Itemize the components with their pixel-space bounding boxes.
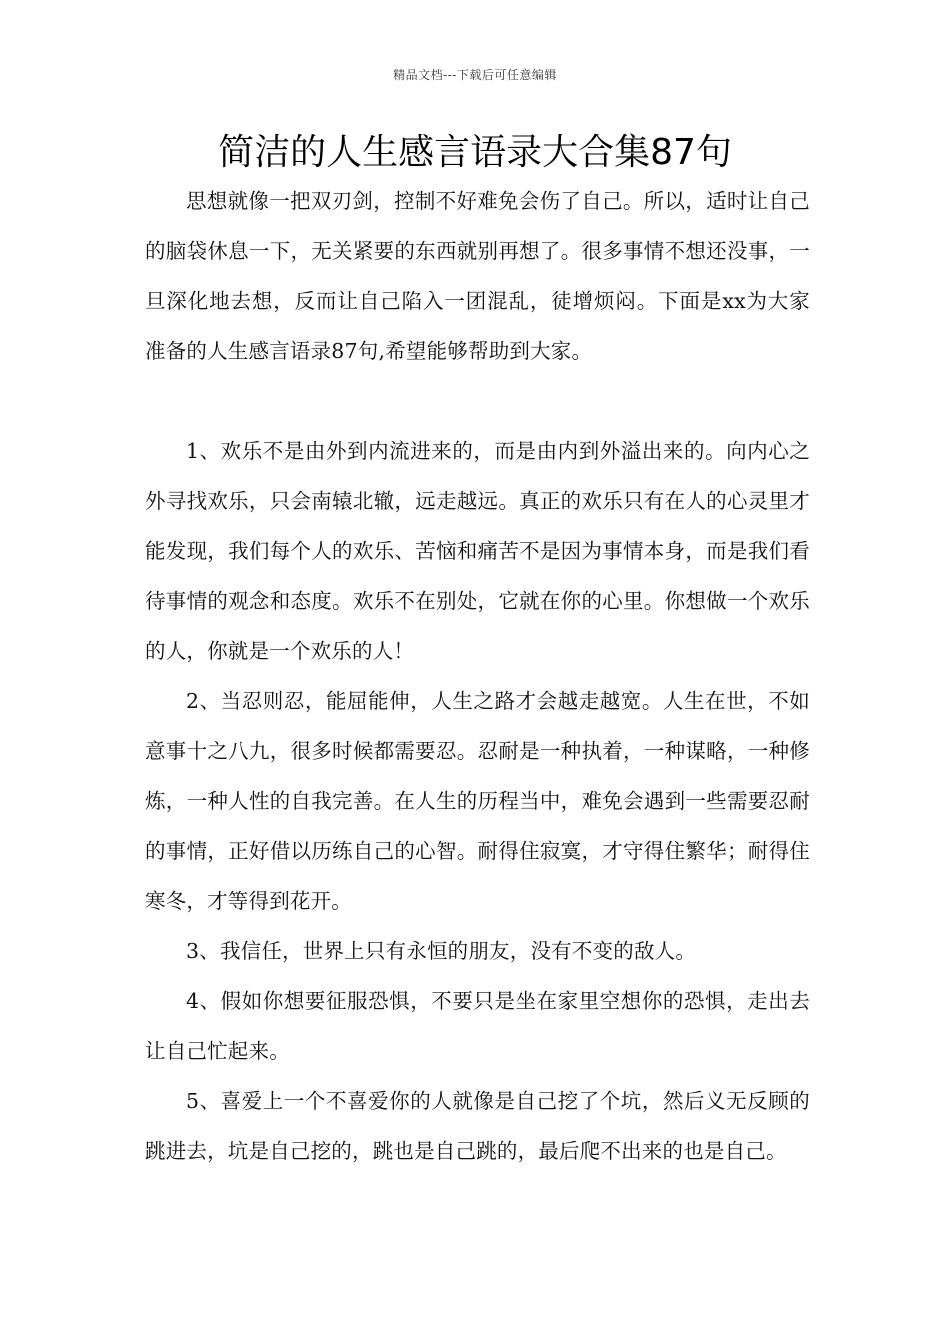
quote-item-3: 3、我信任，世界上只有永恒的朋友，没有不变的敌人。 [186, 939, 697, 963]
quote-item-1: 1、欢乐不是由外到内流进来的，而是由内到外溢出来的。向内心之外寻找欢乐，只会南辕北辙，远走越远。真正的欢乐只有在人的心灵里才能发现，我们每个人的欢乐、苦恼和痛苦不是因为事情本身，而是我们看待事情的观念和态度。欢乐不在别处，它就在你的心里。你想做一个欢乐的人，你就是一个欢乐的人！ [145, 439, 810, 663]
quote-item-4: 4、假如你想要征服恐惧，不要只是坐在家里空想你的恐惧，走出去让自己忙起来。 [145, 989, 810, 1063]
document-body [145, 176, 810, 1176]
paragraph-gap [145, 376, 810, 426]
quote-item-5: 5、喜爱上一个不喜爱你的人就像是自己挖了个坑，然后义无反顾的跳进去，坑是自己挖的，跳也是自己跳的，最后爬不出来的也是自己。 [145, 1089, 810, 1163]
document-title: 简洁的人生感言语录大合集87句 [218, 132, 732, 173]
quote-item-2: 2、当忍则忍，能屈能伸，人生之路才会越走越宽。人生在世，不如意事十之八九，很多时候都需要忍。忍耐是一种执着，一种谋略，一种修炼，一种人性的自我完善。在人生的历程当中，难免会遇到一些需要忍耐的事情，正好借以历练自己的心智。耐得住寂寞，才守得住繁华；耐得住寒冬，才等得到花开。 [145, 689, 810, 913]
header-note: 精品文档---下载后可任意编辑 [393, 68, 557, 82]
intro-paragraph: 思想就像一把双刃剑，控制不好难免会伤了自己。所以，适时让自己 的脑袋休息一下，无关紧要的东西就别再想了。很多事情不想还没事，一 旦深化地去想，反而让自己陷入一团混乱，徒增烦闷。下面是xx为大家准备的人生感言语录87句,希望能够帮助到大家。 [145, 189, 810, 363]
